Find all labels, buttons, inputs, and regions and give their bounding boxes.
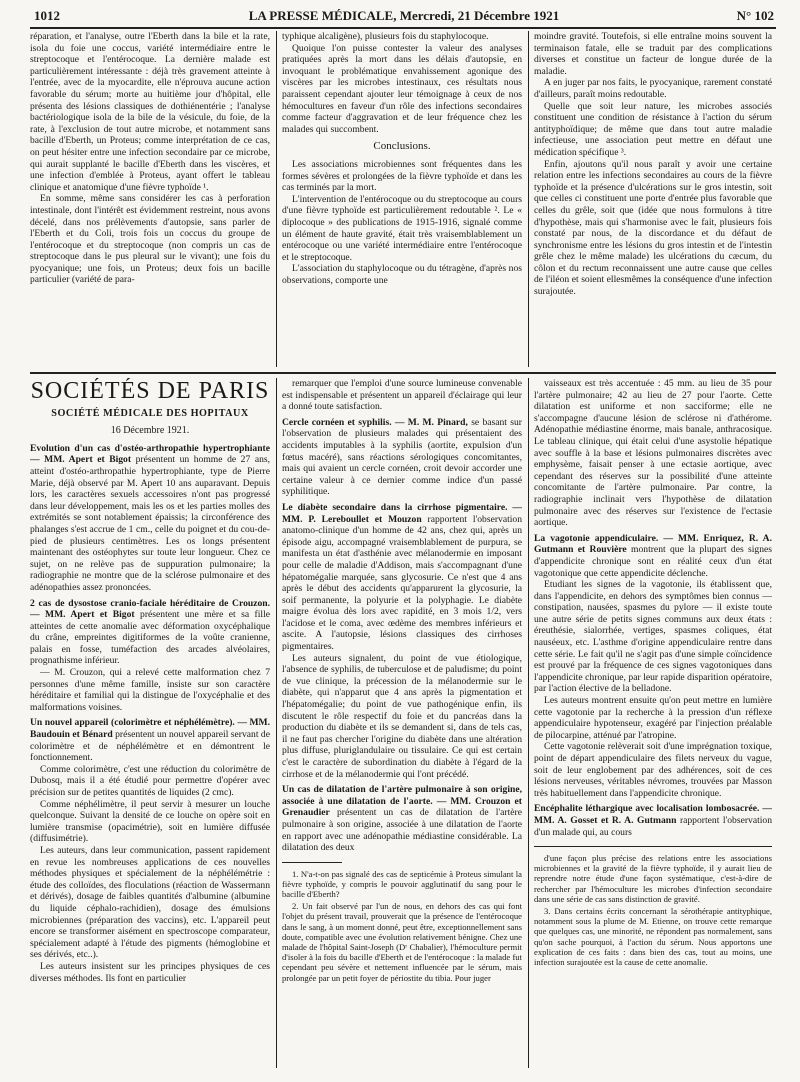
header-rule (30, 27, 776, 29)
communication-heading: Cercle cornéen et syphilis. — M. M. Pinard, (282, 416, 468, 428)
communication-paragraph (282, 784, 522, 854)
paragraph: Enfin, ajoutons qu'il nous paraît y avoir une certaine relation entre les infections secondaires au cours de la fièvre typhoïde et la présence d'ulcérations sur le gros intestin, soit que celles ci constituent une porte d'entrée plus favorable que celles du grêle, soit que (idée que nous formulons à titre d'hypothèse, mais qui s'harmonise avec le fait, plusieurs fois constaté par nous, de la discordance et du défaut de synchronisme entre les lésions du gros intestin et de l'intestin grêle chez le même malade) les ulcérations du cæcum, du côlon et du rectum reconnaissent une autre cause que celles de l'iléon et soient ellesmêmes la conséquence d'une infection surajoutée. (534, 158, 772, 298)
communication-paragraph (30, 598, 270, 668)
paragraph (534, 741, 772, 799)
bottom-col1-body (30, 443, 270, 984)
paragraph-text: vaisseaux est très accentuée : 45 mm. au lieu de 35 pour l'artère pulmonaire; 42 au lieu de 27 pour l'aorte. Cette dilatation est uniforme et non sacciforme; elle ne s'accompagne d'aucune lésion de sclérose ni d'athérome. Adénopathie médiastine énorme, mais banale, anthracosique. Le tableau clinique, qui était celui d'une asystolie hépatique avec souffle à la base et lésions pulmonaires discrètes avec emphysème, faisait penser à une ectasie aortique, avec cependant des réserves sur la possibilité d'une atteinte concomitante de l'artère pulmonaire. Par contre, la radiographie inclinait vers l'hypothèse de dilatation pulmonaire avec des réserves sur l'existence de l'ectasie aortique. (534, 378, 772, 529)
paragraph (534, 695, 772, 741)
page-number: 1012 (34, 8, 60, 23)
communication-heading: Un cas de dilatation de l'artère pulmonaire à son origine, associée à une dilatation de l'aorte. — MM. Crouzon et Grenaudier (282, 784, 522, 819)
paragraph: Quoique l'on puisse contester la valeur des analyses pratiquées après la mort dans les délais d'autopsie, en invoquant le problématique envahissement agonique des viscères par les microbes intestinaux, ces résultats nous paraissent cependant ajouter leur témoignage à ceux de nos hémocultures en faveur d'un rôle des infections secondaires comme facteur d'aggravation et de leur fréquence chez les malades qui succombent. (282, 42, 522, 135)
paragraph-text: rapportent l'observation anatomo-clinique d'un homme de 42 ans, chez qui, après un épisode aigu, accompagné vraisemblablement de purpura, se manifesta un état d'asthénie avec mélanodermie en imposant pour celle de maladie d'Addison, mais s'accompagnant d'une hépatomégalie marquée, sans glycosurie. Ce n'est que 4 ans après le début des accidents qu'apparurent la glycosurie, la soif permanente, la polyurie et la polyphagie. Le diabète maigre évolua dès lors avec rapidité, en 3 mois 1/2, vers l'acidose et le coma, avec œdème des membres inférieurs et ascite. A l'autopsie, lésions classiques des cirrhoses pigmentaires. (282, 513, 522, 653)
communication-paragraph (534, 803, 772, 838)
footnote: 2. Un fait observé par l'un de nous, en dehors des cas qui font l'objet du présent travail, prouverait que la présence de l'entérocoque dans le sang, à un moment donné, peut être, exceptionnellement sans doute, compatible avec une évolution relativement bénigne. Chez une malade de l'hôpital Saint-Joseph (Dʳ Chabalier), l'hémoculture permit d'isoler à la fois du bacille d'Eberth et de l'entérocoque : la malade fut cependant peu sévère et nettement influencée par le sérum, mais prolongée par un petit foyer de périostite du tibia. Pour juger (282, 901, 522, 983)
communication-paragraph (30, 443, 270, 594)
paragraph-text: Les auteurs signalent, du point de vue étiologique, l'absence de syphilis, de tuberculose et de paludisme; du point de vue clinique, la précession de la mélanodermie sur le diabète, qui n'apparut que 4 ans après la pigmentation et l'hépatomégalie; du point de vue pathogénique enfin, ils discutent le rôle respectif du foie et du pancréas dans la production du diabète et ils se demandent si, dans de tels cas, il ne faut pas chercher l'origine du diabète dans une altération plus diffuse, pluriglandulaire ou tissulaire. Ce qui est certain c'est le caractère de subordination du diabète à l'égard de la cirrhose et de la mélanodermie qui l'ont précédé. (282, 652, 522, 780)
paragraph (30, 799, 270, 845)
communication-paragraph (282, 417, 522, 498)
column-rule (276, 378, 277, 1068)
footnotes (282, 869, 522, 983)
bottom-col2-body (282, 378, 522, 854)
paragraph (30, 845, 270, 961)
society-title: SOCIÉTÉ MÉDICALE DES HOPITAUX (51, 407, 249, 419)
paragraph: L'intervention de l'entérocoque ou du streptocoque au cours d'une fièvre typhoïde est particulièrement redoutable ². Le « diplocoque » des publications de 1915-1916, signalé comme un élément de haute gravité, était très vraisemblablement un entérocoque ou une variété intermédiaire entre l'entérocoque et le streptocoque. (282, 193, 522, 263)
paragraph-text: Comme néphélimètre, il peut servir à mesurer un louche quelconque. Suivant la densité de ce louche on opère soit en lumière transmise (opacimétrie), soit en lumière diffusée (diffusimétrie). (30, 798, 270, 845)
section-rule (30, 372, 776, 374)
paragraph: Les associations microbiennes sont fréquentes dans les formes sévères et prolongées de la fièvre typhoïde et dans les cas terminés par la mort. (282, 158, 522, 194)
column-rule (528, 378, 529, 1068)
paragraph-text: Cette vagotonie relèverait soit d'une imprégnation toxique, point de départ appendiculaire des filets nerveux du vague, soit de leur englobement par des adhérences, soit de ces lésions nerveuses, véritables névromes, trouvées par Masson très habituellement dans l'appendicite chronique. (534, 741, 772, 799)
bottom-column-3 (534, 378, 772, 1068)
paragraph (282, 378, 522, 413)
column-rule (528, 31, 529, 367)
communication-heading: Evolution d'un cas d'ostéo-arthropathie hypertrophiante — MM. Apert et Bigot (30, 442, 270, 466)
communication-heading: Un nouvel appareil (colorimètre et néphélémètre). — MM. Baudouin et Bénard (30, 717, 270, 741)
top-column-1 (30, 31, 270, 367)
bottom-col3-body (534, 378, 772, 838)
column-rule (276, 31, 277, 367)
running-header (34, 8, 774, 26)
paragraph: moindre gravité. Toutefois, si elle entraîne moins souvent la terminaison fatale, elle se traduit par des complications diverses et constitue un facteur de longue durée de la maladie. (534, 31, 772, 77)
footnote-rule (282, 862, 342, 863)
paragraph: A en juger par nos faits, le pyocyanique, rarement constaté d'ailleurs, paraît moins redoutable. (534, 77, 772, 100)
paragraph-text: Les auteurs, dans leur communication, passent rapidement en revue les nombreuses applications de ces nouvelles méthodes physiques et spécialement de la néphélémétrie : étude des colloïdes, des floculations (réaction de Wassermann et dérivés), dosage de faibles quantités d'albumine (albumine du liquide céphalo-rachidien), dosage des émulsions microbiennes (préparation des vaccins), etc. L'appareil peut encore se transformer aisément en spectroscope comparateur, spécialement adapté à l'étude des pigments (hémoglobine et ses dérivés, etc..). (30, 844, 270, 961)
paragraph: typhique alcaligène), plusieurs fois du staphylocoque. (282, 31, 489, 42)
paragraph-text: se basant sur l'observation de plusieurs malades qui présentaient des accidents imputables à la syphilis (aortite, expulsion d'un fœtus macéré), sans réactions sérologiques concomitantes, mais qui avaient un cercle cornéen, croit devoir accorder une certaine valeur à ce dernier comme indice d'un passé syphilitique. (282, 416, 522, 498)
footnote: 1. N'a-t-on pas signalé des cas de septicémie à Proteus simulant la fièvre typhoïde, y compris le pouvoir agglutinatif du sang pour le bacille d'Eberth? (282, 868, 522, 899)
paragraph-text: remarquer que l'emploi d'une source lumineuse convenable est indispensable et présentent un appareil d'éclairage qui leur a donné toute satisfaction. (282, 378, 522, 413)
paragraph-text: Etudiant les signes de la vagotonie, ils établissent que, dans l'appendicite, en dehors des symptômes bien connus — constipation, nausées, spasmes du pylore — il existe toute une autre série de petits signes communs aux deux états : éreuthésie, sialorrhée, vertiges, spasmes coliques, état nauséeux, etc. L'asthme d'origine appendiculaire rentre dans cette série. Le fait qu'il ne s'agit pas d'une simple coïncidence est prouvé par la fréquence de ces signes vagotoniques dans l'appendicite chronique, par leur rapide disparition opératoire, par l'action élective de la belladone. (534, 579, 772, 695)
paragraph-text: — M. Crouzon, qui a relevé cette malformation chez 7 personnes d'une même famille, insiste sur son caractère héréditaire et familial qui la distingue de l'oxycéphalie et des malformations voisines. (30, 667, 270, 713)
conclusions-heading: Conclusions. (373, 140, 431, 153)
paragraph (30, 961, 270, 984)
footnote: d'une façon plus précise des relations entre les associations microbiennes et la gravité de la fièvre typhoïde, il y aurait lieu de reprendre notre étude d'une façon systématique, c'est-à-dire de rechercher par l'hémoculture les microbes d'infection secondaire dans une série de cas sans distinction de gravité. (534, 852, 772, 904)
footnote: 3. Dans certains écrits concernant la sérothérapie antityphique, notamment sous la plume de M. Etienne, on trouve cette remarque que quelques cas, une minorité, ne répondent pas normalement, sans qu'on sache pourquoi, à l'action du sérum. Nous apportons une explication de ces faits : dans bien des cas, tout au moins, une infection surajoutée est la cause de cette anomalie. (534, 905, 772, 967)
paragraph: L'association du staphylocoque ou du tétragène, d'après nos observations, comporte une (282, 263, 522, 286)
bottom-column-2 (282, 378, 522, 1068)
bottom-column-1 (30, 378, 270, 1068)
paragraph: Quelle que soit leur nature, les microbes associés constituent une condition de résistance à l'action du sérum antityphoïdique; de même que dans tout autre maladie infectieuse, une association peut mettre en défaut une médication spécifique ³. (534, 100, 772, 158)
paragraph (30, 764, 270, 799)
paragraph (534, 579, 772, 695)
paragraph-text: Comme colorimètre, c'est une réduction du colorimètre de Dubosq, mais il a été étudié pour permettre d'opérer avec précision sur de petites quantités de liquides (2 cmc). (30, 763, 270, 798)
paragraph-text: présentent une mère et sa fille atteintes de cette anomalie avec déformation oxycéphalique du crâne, empreintes digitiformes de la voûte cranienne, palais en fosse, tuméfaction des arcades alvéolaires, prognathisme inférieur. (30, 609, 270, 667)
communication-heading: Encéphalite léthargique avec localisation lombosacrée. — MM. A. Gosset et R. A. Gutmann (534, 803, 772, 826)
communication-heading: La vagotonie appendiculaire. — MM. Enriquez, R. A. Gutmann et Rouvière (534, 532, 772, 556)
top-column-3 (534, 31, 772, 367)
paragraph (282, 653, 522, 781)
paragraph-text: Les auteurs insistent sur les principes physiques de ces diverses méthodes. Ils font en particulier (30, 960, 270, 984)
paragraph-text: présentent un homme de 27 ans, atteint d'ostéo-arthropathie hypertrophiante, type de Pierre Marie, déjà observé par M. Apert 10 ans auparavant. Depuis lors, les caractères sexuels accessoires n'ont pas progressé dans leur développement, mais les os et les parties molles des extrémités se sont notablement épaissis; la circonférence des phalanges s'est accrue de 1 cm., celle du poignet et du cou-de-pied de plusieurs centimètres. Les os longs présentent maintenant des ostéophytes sur toute leur longueur. Chez ce sujet, on ne relève pas de suppuration pulmonaire; la radiographie ne montre que de la sclérose pulmonaire et des adénopathies assez prononcées. (30, 454, 270, 593)
session-date: 16 Décembre 1921. (110, 425, 190, 437)
paragraph-text: présentent un cas de dilatation de l'artère pulmonaire à son origine, associée à une dilatation de l'aorte en rapport avec une adénopathie médiastine considérable. La dilatation des deux (282, 807, 522, 854)
paragraph: réparation, et l'analyse, outre l'Eberth dans la bile et la rate, isola du foie une coccus, variété intermédiaire entre le streptocoque et l'entérocoque. La dernière malade est particulièrement intéressante : déjà très gravement atteinte à l'entrée, avec de la myocardite, elle n'éprouva aucune action favorable du sérum; morte au huitième jour d'hôpital, elle présenta des lésions classiques de dothiénentérie ; l'analyse bactériologique isola de la bile de la vésicule, du foie, de la rate, à l'exclusion de tout autre microbe, et notamment sans bacille d'Eberth, un Proteus; comme interprétation de ce cas, on peut hésiter entre une infection secondaire par ce microbe, qui aurait supplanté le bacille d'Eberth dans les viscères, et une infection d'emblée à Proteus, ayant offert le tableau clinique et anatomique d'une fièvre typhoïde ¹. (30, 31, 270, 193)
paragraph: En somme, même sans considérer les cas à perforation intestinale, dont l'intérêt est évidemment restreint, nous avons décelé, dans nos prélèvements d'autopsie, sans parler de l'Eberth et du Coli, trois fois un coccus du groupe de l'entérocoque et du streptocoque (non compris un cas de streptocoque dans le pus pleural sur le vivant); une fois du pyocyanique; une fois, un Proteus; deux fois un bacille particulier (variété de para- (30, 193, 270, 286)
journal-title: LA PRESSE MÉDICALE, Mercredi, 21 Décembre 1921 (248, 8, 560, 23)
section-title: SOCIÉTÉS DE PARIS (30, 378, 270, 404)
footnotes-continued (534, 853, 772, 967)
footnote-rule (534, 846, 772, 847)
issue-number: N° 102 (736, 8, 774, 23)
paragraph-text: rapportent l'observation d'un malade qui, au cours (534, 814, 772, 838)
paragraph-text: Les auteurs montrent ensuite qu'on peut mettre en lumière cette vagotonie par la recherche à la pression d'un réflexe appendiculaire hypotenseur, exagéré par l'injection préalable de pilocarpine, atténué par l'atropine. (534, 695, 772, 741)
paragraph-text: présentent un nouvel appareil servant de colorimètre et de néphélémètre et en démontrent le fonctionnement. (30, 729, 270, 764)
communication-paragraph (282, 502, 522, 653)
communication-heading: Le diabète secondaire dans la cirrhose pigmentaire. — MM. P. Lereboullet et Mouzon (282, 501, 522, 525)
communication-paragraph (30, 717, 270, 763)
communication-heading: 2 cas de dysostose cranio-faciale héréditaire de Crouzon. — MM. Apert et Bigot (30, 597, 270, 621)
paragraph (534, 378, 772, 529)
paragraph (30, 667, 270, 713)
top-column-2 (282, 31, 522, 367)
communication-paragraph (534, 533, 772, 579)
paragraph-text: montrent que la plupart des signes d'appendicite chronique sont en réalité ceux d'un état vagotonique que cette appendicite déclenche. (534, 544, 772, 579)
